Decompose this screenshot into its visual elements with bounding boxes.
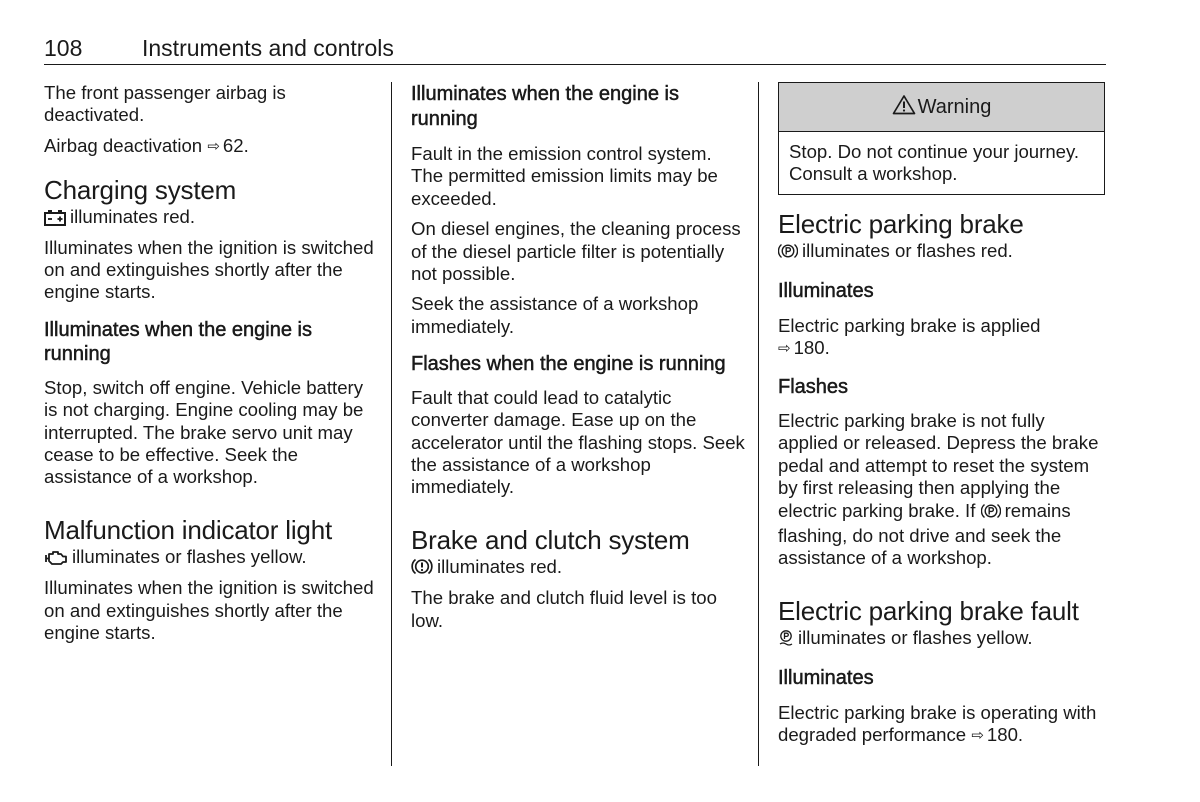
emission-subheading-flashes: Flashes when the engine is running <box>411 353 726 376</box>
charging-indicator-line <box>44 206 379 231</box>
warning-header <box>779 83 1104 132</box>
diesel-paragraph: On diesel engines, the cleaning process of the diesel particle filter is potentially not possible. <box>411 218 741 285</box>
warning-body <box>779 132 1104 194</box>
epb-fault-indicator-text: illuminates or flashes yellow. <box>798 626 1033 648</box>
emission-paragraph: Fault in the emission control system. The permitted emission limits may be exceeded. <box>411 143 718 209</box>
epb-flashes-text-b: remains flashing, do not drive and seek the assistance of a workshop. <box>778 499 1071 569</box>
brake-indicator-line <box>411 556 746 581</box>
reference-arrow-icon: ⇨ <box>971 727 984 745</box>
column-middle <box>411 82 746 640</box>
charging-action-paragraph: Stop, switch off engine. Vehicle battery is not charging. Engine cooling may be interrupted. The brake servo unit may cease to be effective. Seek the assistance of a workshop. <box>44 376 364 488</box>
section-title-epb-fault: Electric parking brake fault <box>778 595 1079 626</box>
charging-subheading: Illuminates when the engine is running <box>44 318 312 366</box>
brake-indicator-text: illuminates red. <box>437 555 563 577</box>
emission-subheading-illuminates: Illuminates when the engine is running <box>411 83 679 130</box>
section-title-mil: Malfunction indicator light <box>44 514 332 545</box>
epb-subheading-illuminates: Illuminates <box>778 280 874 303</box>
epb-flashes-text-a: Electric parking brake is not fully applied or released. Depress the brake pedal and attempt to reset the system by first releasing then applying the electric parking brake. If <box>778 410 1099 521</box>
epb-subheading-flashes: Flashes <box>778 375 849 398</box>
airbag-reference-link[interactable]: 62. <box>222 134 249 156</box>
epb-fault-paragraph <box>778 702 1106 748</box>
column-left <box>44 82 379 653</box>
airbag-paragraph: The front passenger airbag is deactivated. <box>44 82 286 126</box>
engine-icon <box>44 549 68 571</box>
parking-brake-icon <box>981 502 1001 525</box>
epb-applied-text: Electric parking brake is applied <box>778 314 1041 336</box>
epb-applied-paragraph <box>778 315 1106 361</box>
epb-fault-subheading-illuminates: Illuminates <box>778 667 874 690</box>
epb-applied-reference-link[interactable]: 180. <box>793 337 830 359</box>
parking-brake-fault-icon <box>778 629 794 652</box>
mil-indicator-line <box>44 546 379 571</box>
epb-flashes-paragraph <box>778 410 1106 570</box>
section-title-epb: Electric parking brake <box>778 208 1024 239</box>
section-title-brake: Brake and clutch system <box>411 524 690 555</box>
column-right <box>778 82 1106 756</box>
charging-indicator-text: illuminates red. <box>70 206 196 228</box>
mil-paragraph: Illuminates when the ignition is switched on and extinguishes shortly after the engine starts. <box>44 577 374 644</box>
catalytic-paragraph: Fault that could lead to catalytic converter damage. Ease up on the accelerator until the flashing stops. Seek the assistance of a workshop immediately. <box>411 386 745 498</box>
page-header <box>44 34 1106 65</box>
epb-indicator-line <box>778 240 1106 265</box>
epb-fault-text: Electric parking brake is operating with degraded performance <box>778 701 1097 746</box>
warning-box <box>778 82 1105 195</box>
warning-text: Stop. Do not continue your journey. Consult a workshop. <box>789 141 1080 185</box>
section-title-charging: Charging system <box>44 175 237 206</box>
battery-icon <box>44 209 66 231</box>
reference-arrow-icon: ⇨ <box>778 340 791 358</box>
airbag-reference-paragraph <box>44 135 379 158</box>
parking-brake-icon <box>778 242 798 265</box>
warning-triangle-icon <box>892 94 916 121</box>
page-number: 108 <box>44 35 83 61</box>
workshop-paragraph: Seek the assistance of a workshop immediately. <box>411 293 699 337</box>
chapter-title: Instruments and controls <box>142 35 394 61</box>
brake-paragraph: The brake and clutch fluid level is too low. <box>411 587 717 631</box>
warning-title: Warning <box>917 95 992 118</box>
epb-fault-indicator-line <box>778 627 1106 652</box>
brake-warning-icon <box>411 557 433 581</box>
epb-fault-reference-link[interactable]: 180. <box>986 724 1024 746</box>
column-divider-right <box>758 82 759 766</box>
mil-indicator-text: illuminates or flashes yellow. <box>72 545 307 567</box>
epb-indicator-text: illuminates or flashes red. <box>802 239 1013 261</box>
airbag-reference-text: Airbag deactivation <box>44 134 203 156</box>
charging-paragraph: Illuminates when the ignition is switched on and extinguishes shortly after the engine starts. <box>44 236 374 303</box>
reference-arrow-icon: ⇨ <box>207 137 220 155</box>
column-divider-left <box>391 82 392 766</box>
